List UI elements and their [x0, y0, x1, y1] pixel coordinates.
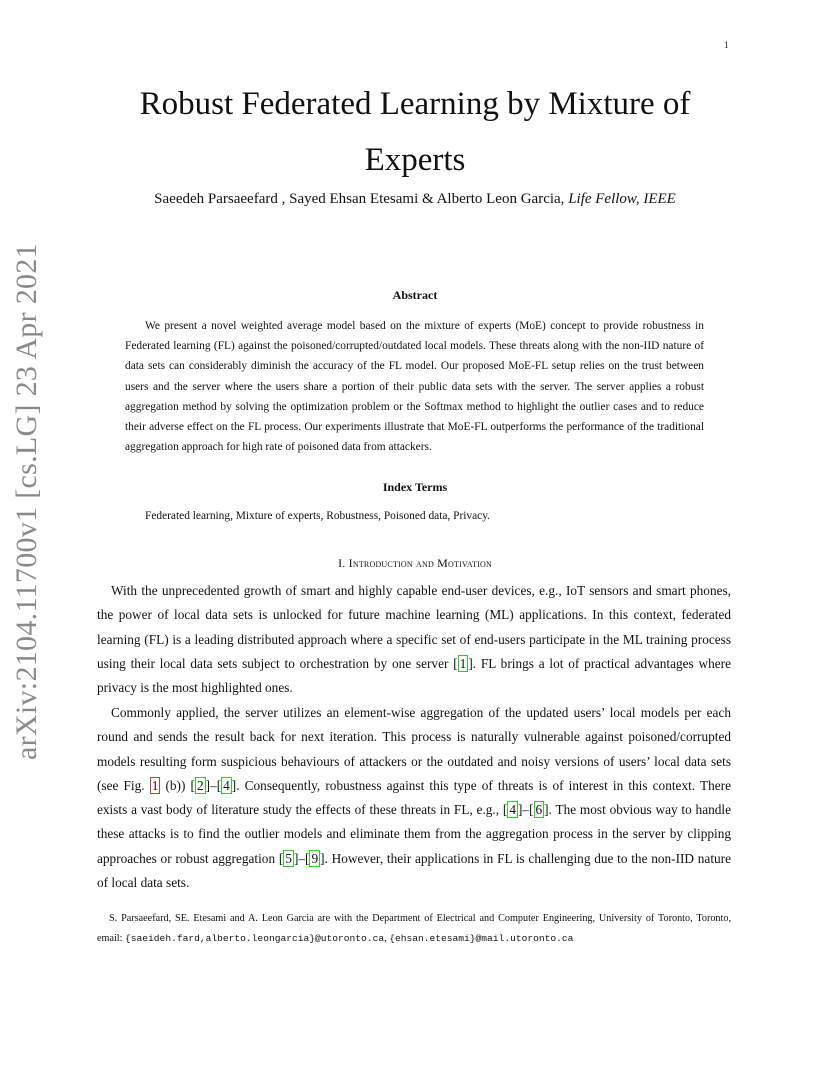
- p2-text-a: Commonly applied, the server utilizes an element-wise aggregation of the updated users’ local models per each round and sends the result back for next iteration. This process is naturally vulnerable against poisoned/corrupted models resulting form suspicious behaviours of attackers or the outdated and noisy versions of users’ local data sets (see Fig.: [97, 705, 731, 793]
- author-names: Saeedeh Parsaeefard , Sayed Ehsan Etesami & Alberto Leon Garcia,: [154, 191, 565, 207]
- citation-link[interactable]: 4: [223, 777, 230, 793]
- citation-link[interactable]: 4: [509, 802, 516, 818]
- p2-text-c: . Consequently, robustness against this type of threats is of interest in this context. There exists a vast body of literature study the effects of these threats in FL, e.g.,: [97, 777, 731, 818]
- footnote-separator: ,: [384, 933, 390, 944]
- p2-dash: –: [210, 777, 217, 793]
- figure-reference-link[interactable]: 1: [151, 777, 159, 793]
- p2-dash: –: [522, 802, 530, 818]
- index-terms-heading: Index Terms: [382, 480, 448, 494]
- p2-text-e: . However, their applications in FL is challenging due to the non-IID nature of local data sets.: [97, 850, 731, 891]
- arxiv-identifier-stamp[interactable]: arXiv:2104.11700v1 [cs.LG] 23 Apr 2021: [10, 243, 43, 760]
- footnote-email-1[interactable]: {saeideh.fard,alberto.leongarcia}@utoronto.ca: [125, 933, 385, 944]
- section-heading-text: I. Introduction and Motivation: [338, 556, 492, 570]
- section-heading: [90, 556, 740, 571]
- author-affiliation: Life Fellow, IEEE: [568, 191, 676, 207]
- p1-text-b: . FL brings a lot of practical advantages where privacy is the most highlighted ones.: [97, 655, 731, 696]
- citation-link[interactable]: 1: [459, 655, 467, 671]
- footnote-text: S. Parsaeefard, SE. Etesami and A. Leon Garcia are with the Department of Electrical and Computer Engineering, University of Toronto, Toronto, email:: [97, 913, 731, 944]
- paper-title: Robust Federated Learning by Mixture of Experts: [139, 86, 691, 178]
- citation-link[interactable]: 9: [311, 850, 319, 866]
- citation-link[interactable]: 6: [535, 802, 543, 818]
- index-terms-text: Federated learning, Mixture of experts, Robustness, Poisoned data, Privacy.: [145, 510, 491, 522]
- intro-paragraph-1: With the unprecedented growth of smart and highly capable end-user devices, e.g., IoT sensors and smart phones, the power of local data sets is unlocked for future machine learning (ML) applications. In this context, federated learning (FL) is a leading distributed approach where a specific set of end-users participate in the ML training process using their local data sets subject to orchestration by one server [ 1 ]. FL brings a lot of practical advantages where privacy is the most highlighted ones.: [97, 583, 731, 696]
- author-line: [90, 191, 740, 208]
- p2-text-b: (b)): [160, 777, 191, 793]
- page-number: 1: [724, 40, 729, 50]
- p2-text-d: . The most obvious way to handle these attacks is to find the outlier models and eliminate them from the aggregation process in the server by clipping approaches or robust aggregation: [97, 802, 731, 866]
- intro-paragraph-2: Commonly applied, the server utilizes an element-wise aggregation of the updated users’ local models per each round and sends the result back for next iteration. This process is naturally vulnerable against poisoned/corrupted models resulting form suspicious behaviours of attackers or the outdated and noisy versions of users’ local data sets (see Fig. 1 (b)) [ 2 ]–[ 4 ]. Consequently, robustness against this type of threats is of interest in this context. There exists a vast body of literature study the effects of these threats in FL, e.g., [ 4 ]–[ 6 ]. The most obvious way to handle these attacks is to find the outlier models and eliminate them from the aggregation process in the server by clipping approaches or robust aggregation [ 5 ]–[ 9 ]. However, their applications in FL is challenging due to the non-IID nature of local data sets.: [97, 705, 731, 891]
- p2-dash: –: [298, 850, 306, 866]
- p1-text-a: With the unprecedented growth of smart and highly capable end-user devices, e.g., IoT sensors and smart phones, the power of local data sets is unlocked for future machine learning (ML) applications. In this context, federated learning (FL) is a leading distributed approach where a specific set of end-users participate in the ML training process using their local data sets subject to orchestration by one server: [97, 583, 731, 671]
- abstract-text: We present a novel weighted average model based on the mixture of experts (MoE) concept to provide robustness in Federated learning (FL) against the poisoned/corrupted/outdated local models. These threats along with the non-IID nature of data sets can considerably diminish the accuracy of the FL model. Our proposed MoE-FL setup relies on the trust between users and the server where the users share a portion of their public data sets with the server. The server applies a robust aggregation method by solving the optimization problem or the Softmax method to highlight the outlier cases and to reduce their adverse effect on the FL process. Our experiments illustrate that MoE-FL outperforms the performance of the traditional aggregation approach for high rate of poisoned data from attackers.: [125, 320, 704, 454]
- footnote-email-2[interactable]: {ehsan.etesami}@mail.utoronto.ca: [389, 933, 574, 944]
- abstract-heading: Abstract: [392, 288, 438, 302]
- citation-link[interactable]: 2: [196, 777, 204, 793]
- citation-link[interactable]: 5: [285, 850, 292, 866]
- author-footnote: [97, 909, 731, 949]
